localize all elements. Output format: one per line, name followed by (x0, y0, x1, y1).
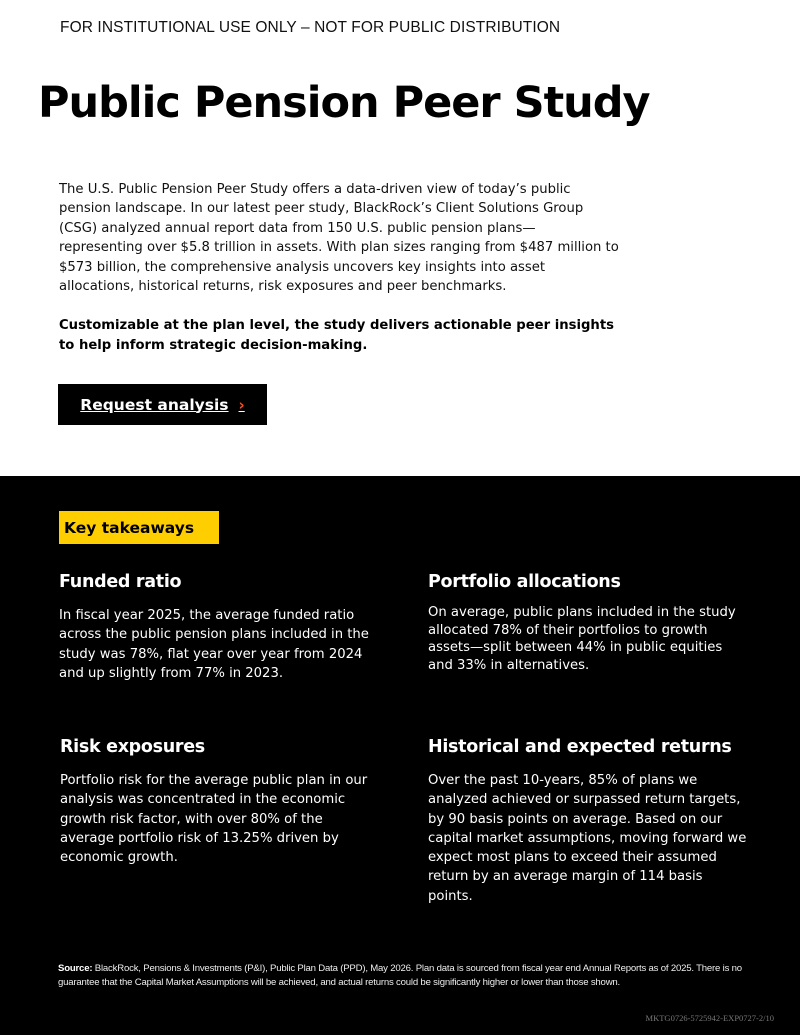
takeaway-card-risk-exposures (60, 737, 378, 867)
takeaway-body: On average, public plans included in the study allocated 78% of their portfolios to growth assets—split between 44% in public equities and 33% in alternatives. (428, 605, 736, 673)
takeaway-card-historical-returns (428, 737, 748, 906)
source-label: Source: (58, 963, 93, 974)
request-analysis-label: Request analysis (80, 395, 229, 414)
key-takeaways-badge: Key takeaways (59, 511, 219, 544)
takeaway-body: Portfolio risk for the average public plan in our analysis was concentrated in the economic growth risk factor, with over 80% of the average portfolio risk of 13.25% driven by economic growth. (60, 773, 368, 866)
takeaway-heading: Risk exposures (60, 737, 205, 757)
intro-bold-paragraph: Customizable at the plan level, the study delivers actionable peer insights to help inform strategic decision-making. (59, 318, 614, 353)
source-footnote (58, 962, 748, 990)
takeaway-body: Over the past 10-years, 85% of plans we analyzed achieved or surpassed return targets, by 90 basis points on average. Based on our capital market assumptions, moving forward we expect most plans to exceed their assumed return by an average margin of 114 basis points. (428, 773, 747, 904)
document-code: MKTG0726-5725942-EXP0727-2/10 (645, 1013, 774, 1023)
takeaway-card-portfolio-allocations (428, 572, 748, 674)
takeaway-heading: Funded ratio (59, 572, 182, 592)
intro-paragraph: The U.S. Public Pension Peer Study offers a data-driven view of today’s public pension landscape. In our latest peer study, BlackRock’s Client Solutions Group (CSG) analyzed annual report data from 150 U.S. public pension plans—representing over $5.8 trillion in assets. With plan sizes ranging from $487 million to $573 billion, the comprehensive analysis uncovers key insights into asset allocations, historical returns, risk exposures and peer benchmarks. (59, 182, 619, 295)
disclaimer-text: FOR INSTITUTIONAL USE ONLY – NOT FOR PUBLIC DISTRIBUTION (60, 19, 561, 36)
request-analysis-button[interactable] (58, 384, 267, 425)
chevron-right-icon: › (238, 395, 245, 414)
page-title: Public Pension Peer Study (38, 78, 650, 128)
takeaway-heading: Historical and expected returns (428, 737, 732, 757)
takeaway-card-funded-ratio (59, 572, 369, 683)
key-takeaways-section (0, 476, 800, 1035)
takeaway-heading: Portfolio allocations (428, 572, 621, 592)
source-text: BlackRock, Pensions & Investments (P&I), Public Plan Data (PPD), May 2026. Plan data is sourced from fiscal year end Annual Reports as of 2025. There is no guarantee that the Capital Market Assumptions will be achieved, and actual returns could be significantly higher or lower than those shown. (58, 963, 742, 988)
takeaway-body: In fiscal year 2025, the average funded ratio across the public pension plans included in the study was 78%, flat year over year from 2024 and up slightly from 77% in 2023. (59, 608, 369, 681)
